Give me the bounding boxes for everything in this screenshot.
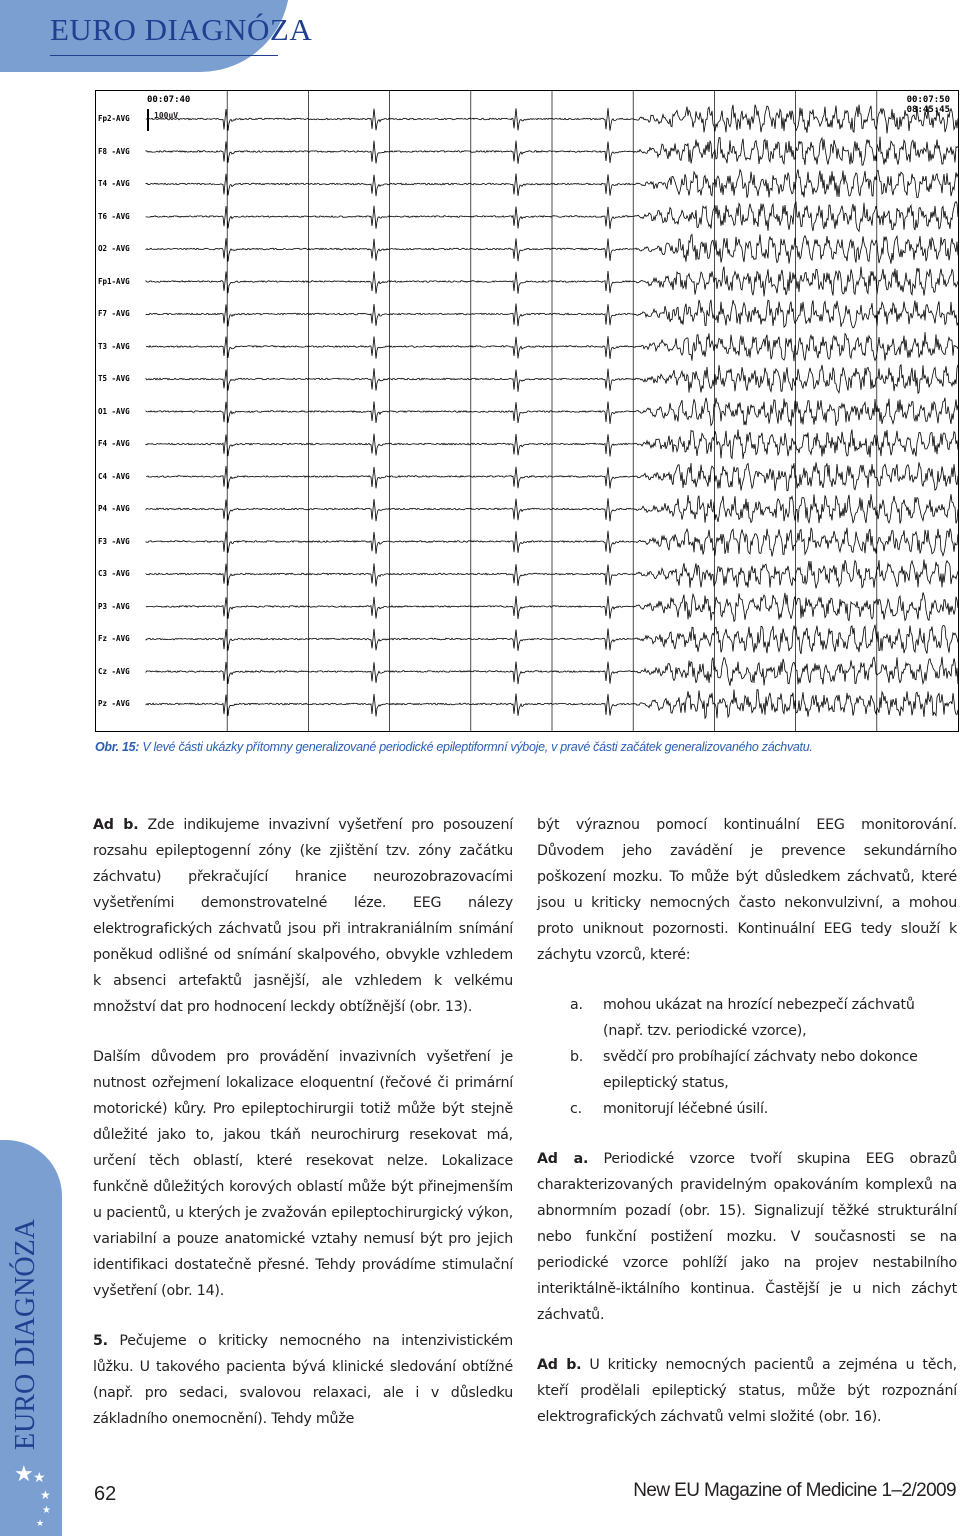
left-p3-lead: 5. <box>93 1333 108 1349</box>
list-marker: c. <box>570 1101 582 1117</box>
channel-label: P3 -AVG <box>98 601 130 611</box>
caption-prefix: Obr. 15: <box>95 740 140 754</box>
star-icon: ★ <box>42 1505 51 1516</box>
channel-label: O2 -AVG <box>98 244 130 253</box>
right-p2-lead: Ad a. <box>537 1151 589 1167</box>
left-paragraph-1 <box>93 812 513 1020</box>
left-paragraph-2: Dalším důvodem pro provádění invazivních vyšetření je nutnost ozřejmení lokalizace eloquentní (řečové či primární motorické) kůry. Pro epileptochirurgii totiž může být stejně důležité jako to, jakou tkáň neurochirurg resekovat má, určení těch oblastí, které resekovat nelze. Lokalizace funkčně důležitých korových oblastí může být přinejmenším u pacientů, u kterých je zvažován epileptochirurgický výkon, variabilní a pouze anatomické vztahy nemusí být pro jejich identifikaci dostatečně přesné. Tehdy provádíme stimulační vyšetření (obr. 14). <box>93 1049 513 1299</box>
left-paragraph-3 <box>93 1328 513 1432</box>
left-column <box>93 812 513 1432</box>
star-icon: ★ <box>14 1462 34 1487</box>
header-title: EURO DIAGNÓZA <box>50 12 313 47</box>
figure-caption <box>95 740 957 754</box>
right-p2-text: Periodické vzorce tvoří skupina EEG obrazů charakterizovaných pravidelným opakováním komplexů na abnormním pozadí (obr. 15). Signalizují těžké strukturální nebo funkční postižení mozku. V současnosti se na periodické vzorce pohlíží jako na projev nestabilního interiktálně-iktálního kontinua. Častější je u nich záchyt záchvatů. <box>537 1151 957 1323</box>
channel-label: C3 -AVG <box>98 569 130 578</box>
calibration-bar <box>147 109 149 131</box>
caption-text: V levé části ukázky přítomny generalizované periodické epileptiformní výboje, v pravé části začátek generalizovaného záchvatu. <box>139 740 813 754</box>
magazine-footer: New EU Magazine of Medicine 1–2/2009 <box>633 1480 956 1501</box>
time-start: 00:07:40 <box>147 95 191 105</box>
channel-label: O1 -AVG <box>98 406 130 416</box>
list-item <box>537 1096 957 1122</box>
right-paragraph-1: být výraznou pomocí kontinuální EEG monitorování. Důvodem jeho zavádění je prevence sekundárního poškození mozku. To může být důsledkem záchvatů, které jsou u kriticky nemocných často nekonvulzivní, a mohou proto uniknout pozornosti. Kontinuální EEG tedy slouží k záchytu vzorců, které: <box>537 817 957 963</box>
page-number: 62 <box>94 1483 117 1505</box>
channel-label: P4 -AVG <box>98 504 130 513</box>
channel-label: C4 -AVG <box>98 471 130 481</box>
star-icon: ★ <box>40 1488 51 1502</box>
star-icon: ★ <box>33 1470 46 1486</box>
list-marker: a. <box>570 997 583 1013</box>
right-column <box>537 812 957 1430</box>
channel-label: Pz -AVG <box>98 699 130 708</box>
criteria-list <box>537 992 957 1122</box>
list-text: monitorují léčebné úsilí. <box>603 1101 769 1117</box>
list-text: mohou ukázat na hrozící nebezpečí záchvatů (např. tzv. periodické vzorce), <box>603 997 915 1039</box>
channel-label: Fz -AVG <box>98 634 130 643</box>
channel-label: T5 -AVG <box>98 374 130 383</box>
list-item <box>537 1044 957 1096</box>
channel-label: F3 -AVG <box>98 536 130 546</box>
channel-label: Cz -AVG <box>98 666 130 676</box>
list-text: svědčí pro probíhající záchvaty nebo dokonce epileptický status, <box>603 1049 918 1091</box>
right-p3-lead: Ad b. <box>537 1357 582 1373</box>
right-paragraph-3 <box>537 1352 957 1430</box>
list-item <box>537 992 957 1044</box>
calibration-label: 100uV <box>154 111 179 120</box>
left-p3-text: Pečujeme o kriticky nemocného na intenzivistickém lůžku. U takového pacienta bývá klinické sledování obtížné (např. pro sedaci, svalovou relaxaci, ale i v důsledku základního onemocnění). Tehdy může <box>93 1333 513 1427</box>
channel-label: F4 -AVG <box>98 439 130 448</box>
eeg-figure <box>95 90 959 732</box>
header-rule <box>50 55 278 56</box>
channel-label: T4 -AVG <box>98 179 130 188</box>
time-end-1: 00:07:50 <box>906 95 950 105</box>
right-p3-text: U kriticky nemocných pacientů a zejména u těch, kteří prodělali epileptický status, může být rozpoznání elektrografických záchvatů velmi složité (obr. 16). <box>537 1357 957 1425</box>
channel-label: T6 -AVG <box>98 211 130 221</box>
channel-label: Fp1-AVG <box>98 276 130 286</box>
list-marker: b. <box>570 1049 584 1065</box>
right-paragraph-2 <box>537 1146 957 1328</box>
channel-label: Fp2-AVG <box>98 114 130 123</box>
sidebar-title: EURO DIAGNÓZA <box>10 1219 41 1450</box>
channel-label: F8 -AVG <box>98 146 130 156</box>
left-p1-lead: Ad b. <box>93 817 139 833</box>
star-icon: ★ <box>36 1519 45 1529</box>
left-p1-text: Zde indikujeme invazivní vyšetření pro posouzení rozsahu epileptogenní zóny (ke zjištění tzv. zóny začátku záchvatu) překračující hranice neurozobrazovacími vyšetřeními demonstrovatelné léze. EEG nálezy elektrografických záchvatů jsou při intrakraniálním snímání poněkud odlišné od snímání skalpového, obvykle vzhledem k absenci artefaktů jasnější, ale vzhledem k velkému množství dat pro hodnocení leckdy obtížnější (obr. 13). <box>93 817 513 1015</box>
time-end-2: 08:45:45 <box>906 105 950 115</box>
eeg-traces <box>96 91 958 731</box>
channel-label: T3 -AVG <box>98 341 130 351</box>
channel-label: F7 -AVG <box>98 309 130 318</box>
